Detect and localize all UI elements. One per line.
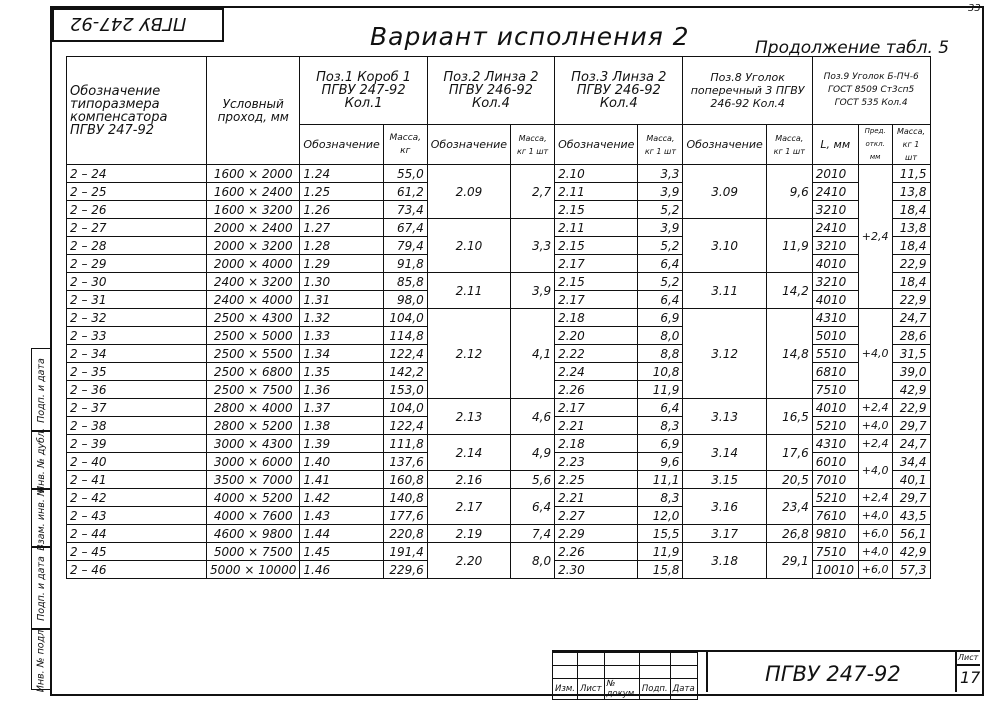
cell-mass9: 34,4 bbox=[892, 453, 930, 471]
cell-pos3: 2.29 bbox=[555, 525, 638, 543]
cell-designation: 2 – 32 bbox=[67, 309, 207, 327]
cell-pos3: 2.21 bbox=[555, 417, 638, 435]
cell-pos8: 3.12 bbox=[683, 309, 766, 399]
cell-designation: 2 – 46 bbox=[67, 561, 207, 579]
cell-mass3: 6,4 bbox=[638, 255, 683, 273]
cell-pos3: 2.17 bbox=[555, 291, 638, 309]
cell-designation: 2 – 34 bbox=[67, 345, 207, 363]
cell-pos3: 2.26 bbox=[555, 381, 638, 399]
cell-mass2: 6,4 bbox=[511, 489, 555, 525]
cell-tolerance: +4,0 bbox=[858, 453, 892, 489]
cell-bore: 2000 × 4000 bbox=[207, 255, 300, 273]
cell-length: 6010 bbox=[812, 453, 858, 471]
cell-mass9: 22,9 bbox=[892, 291, 930, 309]
cell-mass9: 42,9 bbox=[892, 381, 930, 399]
cell-mass9: 18,4 bbox=[892, 237, 930, 255]
cell-pos2: 2.20 bbox=[427, 543, 510, 579]
cell-length: 5210 bbox=[812, 417, 858, 435]
cell-mass3: 6,4 bbox=[638, 399, 683, 417]
cell-pos1: 1.46 bbox=[300, 561, 383, 579]
cell-length: 5510 bbox=[812, 345, 858, 363]
footer-col-date: Дата bbox=[670, 679, 697, 700]
footer-sheet-label: Лист bbox=[958, 653, 979, 662]
cell-mass3: 3,9 bbox=[638, 183, 683, 201]
cell-designation: 2 – 39 bbox=[67, 435, 207, 453]
cell-mass1: 140,8 bbox=[383, 489, 427, 507]
header-bore: Условный проход, мм bbox=[207, 57, 300, 165]
cell-bore: 2800 × 5200 bbox=[207, 417, 300, 435]
cell-pos1: 1.25 bbox=[300, 183, 383, 201]
cell-pos3: 2.11 bbox=[555, 183, 638, 201]
cell-pos3: 2.17 bbox=[555, 255, 638, 273]
cell-pos3: 2.27 bbox=[555, 507, 638, 525]
cell-bore: 3000 × 6000 bbox=[207, 453, 300, 471]
cell-mass1: 67,4 bbox=[383, 219, 427, 237]
cell-length: 7610 bbox=[812, 507, 858, 525]
cell-mass3: 6,9 bbox=[638, 309, 683, 327]
cell-mass8: 20,5 bbox=[766, 471, 812, 489]
cell-length: 7010 bbox=[812, 471, 858, 489]
cell-mass9: 24,7 bbox=[892, 309, 930, 327]
cell-length: 3210 bbox=[812, 237, 858, 255]
cell-mass3: 8,0 bbox=[638, 327, 683, 345]
cell-mass1: 104,0 bbox=[383, 309, 427, 327]
cell-pos8: 3.18 bbox=[683, 543, 766, 579]
cell-tolerance: +4,0 bbox=[858, 543, 892, 561]
cell-mass2: 3,9 bbox=[511, 273, 555, 309]
top-stamp-text: ПГВУ 247-92 bbox=[70, 13, 187, 34]
page-title: Вариант исполнения 2 bbox=[370, 22, 690, 51]
cell-mass3: 10,8 bbox=[638, 363, 683, 381]
cell-pos3: 2.26 bbox=[555, 543, 638, 561]
cell-designation: 2 – 25 bbox=[67, 183, 207, 201]
side-label-sign-date-1: Подп. и дата bbox=[31, 348, 51, 432]
cell-mass3: 8,3 bbox=[638, 417, 683, 435]
cell-mass1: 79,4 bbox=[383, 237, 427, 255]
cell-length: 7510 bbox=[812, 381, 858, 399]
cell-pos3: 2.17 bbox=[555, 399, 638, 417]
cell-designation: 2 – 31 bbox=[67, 291, 207, 309]
cell-pos3: 2.25 bbox=[555, 471, 638, 489]
cell-bore: 2500 × 6800 bbox=[207, 363, 300, 381]
footer-col-docnum: № докум. bbox=[604, 679, 639, 700]
cell-mass1: 114,8 bbox=[383, 327, 427, 345]
footer-sheet-number: 17 bbox=[960, 668, 981, 687]
cell-mass2: 2,7 bbox=[511, 165, 555, 219]
cell-pos2: 2.13 bbox=[427, 399, 510, 435]
cell-pos1: 1.33 bbox=[300, 327, 383, 345]
cell-mass3: 12,0 bbox=[638, 507, 683, 525]
footer-document-code: ПГВУ 247-92 bbox=[765, 662, 901, 686]
cell-designation: 2 – 26 bbox=[67, 201, 207, 219]
cell-designation: 2 – 44 bbox=[67, 525, 207, 543]
cell-pos8: 3.13 bbox=[683, 399, 766, 435]
cell-mass3: 9,6 bbox=[638, 453, 683, 471]
cell-pos3: 2.20 bbox=[555, 327, 638, 345]
header-pos1: Поз.1 Короб 1 ПГВУ 247-92 Кол.1 bbox=[300, 57, 427, 125]
cell-bore: 2000 × 2400 bbox=[207, 219, 300, 237]
table-row bbox=[67, 489, 931, 507]
cell-mass3: 11,9 bbox=[638, 381, 683, 399]
cell-length: 2410 bbox=[812, 183, 858, 201]
cell-mass8: 9,6 bbox=[766, 165, 812, 219]
cell-length: 3210 bbox=[812, 273, 858, 291]
cell-pos3: 2.23 bbox=[555, 453, 638, 471]
cell-mass1: 55,0 bbox=[383, 165, 427, 183]
cell-bore: 4000 × 7600 bbox=[207, 507, 300, 525]
cell-mass9: 56,1 bbox=[892, 525, 930, 543]
header-pos8: Поз.8 Уголок поперечный 3 ПГВУ 246-92 Кол.4 bbox=[683, 57, 812, 125]
cell-mass9: 13,8 bbox=[892, 219, 930, 237]
cell-pos1: 1.37 bbox=[300, 399, 383, 417]
cell-length: 3210 bbox=[812, 201, 858, 219]
cell-tolerance: +2,4 bbox=[858, 435, 892, 453]
cell-pos1: 1.41 bbox=[300, 471, 383, 489]
cell-bore: 5000 × 7500 bbox=[207, 543, 300, 561]
cell-tolerance: +6,0 bbox=[858, 525, 892, 543]
table-row bbox=[67, 435, 931, 453]
side-label-dup-inv: Инв. № дубл. bbox=[31, 430, 51, 490]
cell-pos1: 1.39 bbox=[300, 435, 383, 453]
cell-mass3: 5,2 bbox=[638, 237, 683, 255]
table-row bbox=[67, 471, 931, 489]
cell-bore: 4600 × 9800 bbox=[207, 525, 300, 543]
cell-mass3: 15,5 bbox=[638, 525, 683, 543]
cell-designation: 2 – 27 bbox=[67, 219, 207, 237]
cell-length: 4310 bbox=[812, 309, 858, 327]
cell-mass1: 177,6 bbox=[383, 507, 427, 525]
cell-mass3: 5,2 bbox=[638, 201, 683, 219]
cell-pos3: 2.15 bbox=[555, 237, 638, 255]
cell-bore: 2400 × 3200 bbox=[207, 273, 300, 291]
cell-mass9: 31,5 bbox=[892, 345, 930, 363]
cell-mass1: 153,0 bbox=[383, 381, 427, 399]
subheader-length: L, мм bbox=[812, 125, 858, 165]
cell-pos3: 2.10 bbox=[555, 165, 638, 183]
cell-tolerance: +2,4 bbox=[858, 489, 892, 507]
cell-mass1: 91,8 bbox=[383, 255, 427, 273]
side-label-orig-inv: Инв. № подл. bbox=[31, 628, 51, 690]
cell-mass9: 29,7 bbox=[892, 489, 930, 507]
cell-pos2: 2.11 bbox=[427, 273, 510, 309]
cell-pos3: 2.18 bbox=[555, 309, 638, 327]
cell-mass3: 6,9 bbox=[638, 435, 683, 453]
subheader-designation-2: Обозначение bbox=[427, 125, 510, 165]
cell-mass2: 8,0 bbox=[511, 543, 555, 579]
cell-mass8: 11,9 bbox=[766, 219, 812, 273]
side-label-sign-date-2: Подп. и дата bbox=[31, 546, 51, 630]
cell-mass9: 22,9 bbox=[892, 399, 930, 417]
side-label-repl-inv: Взам. инв. № bbox=[31, 488, 51, 548]
cell-mass1: 61,2 bbox=[383, 183, 427, 201]
cell-mass1: 220,8 bbox=[383, 525, 427, 543]
cell-mass9: 18,4 bbox=[892, 201, 930, 219]
footer-divider-right bbox=[955, 650, 957, 692]
table-row bbox=[67, 525, 931, 543]
cell-pos1: 1.32 bbox=[300, 309, 383, 327]
cell-length: 5210 bbox=[812, 489, 858, 507]
cell-designation: 2 – 38 bbox=[67, 417, 207, 435]
cell-mass1: 122,4 bbox=[383, 417, 427, 435]
cell-mass1: 160,8 bbox=[383, 471, 427, 489]
footer-col-sheet: Лист bbox=[578, 679, 605, 700]
cell-mass2: 7,4 bbox=[511, 525, 555, 543]
cell-designation: 2 – 43 bbox=[67, 507, 207, 525]
subheader-mass-2: Масса, кг 1 шт bbox=[511, 125, 555, 165]
specification-table bbox=[66, 56, 931, 579]
cell-mass3: 11,9 bbox=[638, 543, 683, 561]
cell-mass2: 3,3 bbox=[511, 219, 555, 273]
footer-divider-left bbox=[706, 650, 708, 692]
cell-mass2: 4,9 bbox=[511, 435, 555, 471]
cell-designation: 2 – 36 bbox=[67, 381, 207, 399]
cell-bore: 1600 × 2400 bbox=[207, 183, 300, 201]
cell-pos3: 2.15 bbox=[555, 201, 638, 219]
cell-bore: 1600 × 3200 bbox=[207, 201, 300, 219]
cell-designation: 2 – 30 bbox=[67, 273, 207, 291]
cell-bore: 3500 × 7000 bbox=[207, 471, 300, 489]
cell-pos1: 1.24 bbox=[300, 165, 383, 183]
cell-mass8: 26,8 bbox=[766, 525, 812, 543]
cell-bore: 2800 × 4000 bbox=[207, 399, 300, 417]
cell-pos2: 2.14 bbox=[427, 435, 510, 471]
cell-pos2: 2.17 bbox=[427, 489, 510, 525]
footer-revision-grid bbox=[552, 652, 698, 700]
cell-mass3: 6,4 bbox=[638, 291, 683, 309]
cell-mass1: 104,0 bbox=[383, 399, 427, 417]
cell-mass8: 14,2 bbox=[766, 273, 812, 309]
subheader-mass-3: Масса, кг 1 шт bbox=[638, 125, 683, 165]
cell-designation: 2 – 29 bbox=[67, 255, 207, 273]
cell-mass1: 98,0 bbox=[383, 291, 427, 309]
cell-bore: 2000 × 3200 bbox=[207, 237, 300, 255]
cell-pos2: 2.16 bbox=[427, 471, 510, 489]
cell-pos1: 1.31 bbox=[300, 291, 383, 309]
cell-mass3: 5,2 bbox=[638, 273, 683, 291]
cell-designation: 2 – 41 bbox=[67, 471, 207, 489]
cell-length: 4010 bbox=[812, 255, 858, 273]
cell-pos1: 1.42 bbox=[300, 489, 383, 507]
cell-tolerance: +4,0 bbox=[858, 507, 892, 525]
cell-pos2: 2.12 bbox=[427, 309, 510, 399]
cell-mass9: 13,8 bbox=[892, 183, 930, 201]
page-subtitle: Продолжение табл. 5 bbox=[755, 38, 950, 58]
cell-designation: 2 – 42 bbox=[67, 489, 207, 507]
cell-length: 2010 bbox=[812, 165, 858, 183]
cell-pos8: 3.14 bbox=[683, 435, 766, 471]
cell-mass1: 111,8 bbox=[383, 435, 427, 453]
subheader-mass-9: Масса, кг 1 шт bbox=[892, 125, 930, 165]
cell-mass8: 29,1 bbox=[766, 543, 812, 579]
cell-bore: 4000 × 5200 bbox=[207, 489, 300, 507]
cell-pos1: 1.28 bbox=[300, 237, 383, 255]
footer-col-change: Изм. bbox=[553, 679, 578, 700]
cell-pos1: 1.43 bbox=[300, 507, 383, 525]
cell-pos1: 1.29 bbox=[300, 255, 383, 273]
cell-mass8: 23,4 bbox=[766, 489, 812, 525]
cell-mass8: 16,5 bbox=[766, 399, 812, 435]
cell-length: 4310 bbox=[812, 435, 858, 453]
cell-pos1: 1.34 bbox=[300, 345, 383, 363]
cell-pos8: 3.16 bbox=[683, 489, 766, 525]
subheader-tolerance: Пред. откл. мм bbox=[858, 125, 892, 165]
cell-pos3: 2.30 bbox=[555, 561, 638, 579]
cell-pos8: 3.09 bbox=[683, 165, 766, 219]
cell-pos1: 1.30 bbox=[300, 273, 383, 291]
footer-sheet-rule bbox=[955, 664, 980, 666]
cell-designation: 2 – 35 bbox=[67, 363, 207, 381]
cell-bore: 2500 × 5000 bbox=[207, 327, 300, 345]
cell-designation: 2 – 28 bbox=[67, 237, 207, 255]
cell-mass3: 15,8 bbox=[638, 561, 683, 579]
cell-pos1: 1.40 bbox=[300, 453, 383, 471]
cell-mass3: 3,3 bbox=[638, 165, 683, 183]
table-row bbox=[67, 273, 931, 291]
cell-mass1: 229,6 bbox=[383, 561, 427, 579]
cell-pos1: 1.38 bbox=[300, 417, 383, 435]
subheader-mass-1: Масса, кг bbox=[383, 125, 427, 165]
cell-designation: 2 – 37 bbox=[67, 399, 207, 417]
cell-bore: 2400 × 4000 bbox=[207, 291, 300, 309]
cell-length: 4010 bbox=[812, 399, 858, 417]
cell-pos8: 3.15 bbox=[683, 471, 766, 489]
table-row bbox=[67, 219, 931, 237]
header-pos2: Поз.2 Линза 2 ПГВУ 246-92 Кол.4 bbox=[427, 57, 554, 125]
cell-length: 7510 bbox=[812, 543, 858, 561]
cell-pos2: 2.19 bbox=[427, 525, 510, 543]
cell-bore: 1600 × 2000 bbox=[207, 165, 300, 183]
cell-mass9: 11,5 bbox=[892, 165, 930, 183]
cell-length: 4010 bbox=[812, 291, 858, 309]
cell-mass2: 5,6 bbox=[511, 471, 555, 489]
cell-tolerance: +4,0 bbox=[858, 417, 892, 435]
cell-mass3: 3,9 bbox=[638, 219, 683, 237]
cell-pos3: 2.11 bbox=[555, 219, 638, 237]
header-designation: Обозначение типоразмера компенсатора ПГВУ 247-92 bbox=[67, 57, 207, 165]
cell-length: 5010 bbox=[812, 327, 858, 345]
cell-pos8: 3.17 bbox=[683, 525, 766, 543]
cell-mass8: 14,8 bbox=[766, 309, 812, 399]
page-number: 33 bbox=[968, 3, 981, 14]
cell-tolerance: +2,4 bbox=[858, 165, 892, 309]
cell-bore: 2500 × 7500 bbox=[207, 381, 300, 399]
cell-pos1: 1.36 bbox=[300, 381, 383, 399]
cell-pos1: 1.27 bbox=[300, 219, 383, 237]
cell-mass3: 8,3 bbox=[638, 489, 683, 507]
table-row bbox=[67, 543, 931, 561]
cell-pos1: 1.44 bbox=[300, 525, 383, 543]
cell-mass9: 40,1 bbox=[892, 471, 930, 489]
cell-pos1: 1.35 bbox=[300, 363, 383, 381]
cell-pos3: 2.24 bbox=[555, 363, 638, 381]
header-pos3: Поз.3 Линза 2 ПГВУ 246-92 Кол.4 bbox=[555, 57, 683, 125]
cell-mass9: 22,9 bbox=[892, 255, 930, 273]
cell-length: 2410 bbox=[812, 219, 858, 237]
cell-pos3: 2.15 bbox=[555, 273, 638, 291]
cell-bore: 5000 × 10000 bbox=[207, 561, 300, 579]
cell-pos2: 2.10 bbox=[427, 219, 510, 273]
cell-pos1: 1.45 bbox=[300, 543, 383, 561]
cell-mass9: 29,7 bbox=[892, 417, 930, 435]
cell-mass9: 39,0 bbox=[892, 363, 930, 381]
table-row bbox=[67, 399, 931, 417]
cell-pos8: 3.11 bbox=[683, 273, 766, 309]
cell-bore: 2500 × 5500 bbox=[207, 345, 300, 363]
subheader-designation-8: Обозначение bbox=[683, 125, 766, 165]
cell-mass1: 142,2 bbox=[383, 363, 427, 381]
cell-mass9: 18,4 bbox=[892, 273, 930, 291]
cell-mass3: 11,1 bbox=[638, 471, 683, 489]
footer-col-sign: Подп. bbox=[639, 679, 670, 700]
cell-mass1: 73,4 bbox=[383, 201, 427, 219]
cell-mass1: 122,4 bbox=[383, 345, 427, 363]
cell-tolerance: +2,4 bbox=[858, 399, 892, 417]
cell-designation: 2 – 24 bbox=[67, 165, 207, 183]
cell-mass2: 4,6 bbox=[511, 399, 555, 435]
cell-mass1: 191,4 bbox=[383, 543, 427, 561]
cell-mass9: 42,9 bbox=[892, 543, 930, 561]
cell-tolerance: +4,0 bbox=[858, 309, 892, 399]
cell-pos3: 2.22 bbox=[555, 345, 638, 363]
cell-mass9: 24,7 bbox=[892, 435, 930, 453]
cell-mass9: 57,3 bbox=[892, 561, 930, 579]
table-row bbox=[67, 309, 931, 327]
cell-pos1: 1.26 bbox=[300, 201, 383, 219]
cell-length: 10010 bbox=[812, 561, 858, 579]
cell-designation: 2 – 40 bbox=[67, 453, 207, 471]
cell-mass9: 28,6 bbox=[892, 327, 930, 345]
cell-designation: 2 – 45 bbox=[67, 543, 207, 561]
cell-bore: 2500 × 4300 bbox=[207, 309, 300, 327]
header-pos9: Поз.9 Уголок Б-ПЧ-6 ГОСТ 8509 Ст3сп5 ГОСТ 535 Кол.4 bbox=[812, 57, 930, 125]
cell-pos8: 3.10 bbox=[683, 219, 766, 273]
subheader-mass-8: Масса, кг 1 шт bbox=[766, 125, 812, 165]
cell-pos3: 2.21 bbox=[555, 489, 638, 507]
cell-mass8: 17,6 bbox=[766, 435, 812, 471]
cell-bore: 3000 × 4300 bbox=[207, 435, 300, 453]
cell-mass1: 137,6 bbox=[383, 453, 427, 471]
cell-designation: 2 – 33 bbox=[67, 327, 207, 345]
cell-mass1: 85,8 bbox=[383, 273, 427, 291]
table-row bbox=[67, 165, 931, 183]
cell-length: 9810 bbox=[812, 525, 858, 543]
cell-length: 6810 bbox=[812, 363, 858, 381]
cell-pos3: 2.18 bbox=[555, 435, 638, 453]
cell-pos2: 2.09 bbox=[427, 165, 510, 219]
cell-mass9: 43,5 bbox=[892, 507, 930, 525]
subheader-designation-3: Обозначение bbox=[555, 125, 638, 165]
cell-mass3: 8,8 bbox=[638, 345, 683, 363]
cell-mass2: 4,1 bbox=[511, 309, 555, 399]
cell-tolerance: +6,0 bbox=[858, 561, 892, 579]
subheader-designation-1: Обозначение bbox=[300, 125, 383, 165]
